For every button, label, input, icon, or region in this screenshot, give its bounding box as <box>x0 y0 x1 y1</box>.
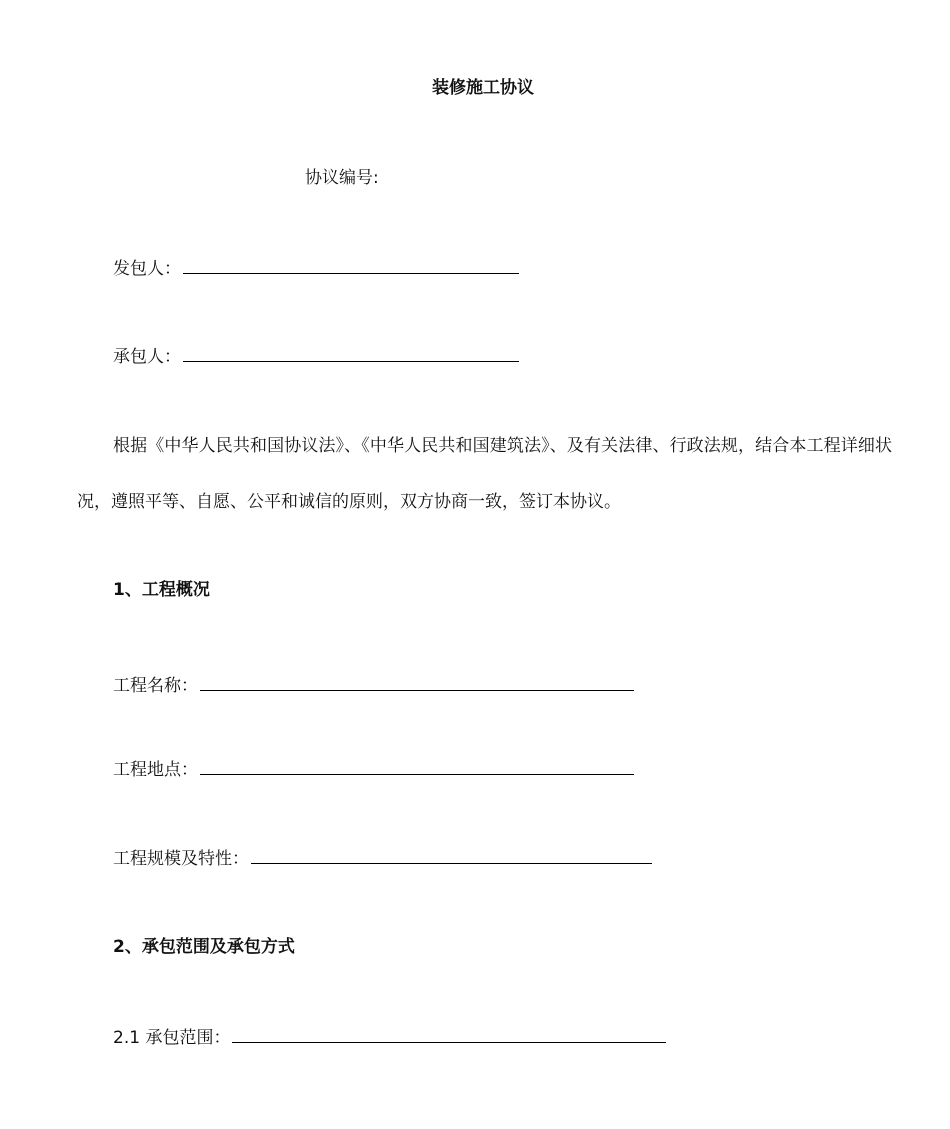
project-name-label: 工程名称： <box>113 676 198 696</box>
agreement-number-label: 协议编号: <box>305 168 379 188</box>
project-scale-blank-line <box>251 845 652 864</box>
document-title: 装修施工协议 <box>432 78 534 98</box>
project-location-field <box>113 756 634 782</box>
employer-field <box>113 255 519 281</box>
contractor-blank-line <box>183 343 519 362</box>
scope-label: 2.1 承包范围： <box>113 1028 231 1048</box>
project-name-field <box>113 672 634 698</box>
section-1-heading: 1、工程概况 <box>113 580 210 600</box>
contractor-label: 承包人： <box>113 347 181 367</box>
project-location-label: 工程地点： <box>113 760 198 780</box>
project-location-blank-line <box>200 756 634 775</box>
scope-field <box>113 1024 666 1050</box>
employer-blank-line <box>183 255 519 274</box>
employer-label: 发包人： <box>113 259 181 279</box>
project-scale-field <box>113 845 652 871</box>
intro-paragraph: 根据《中华人民共和国协议法》、《中华人民共和国建筑法》、及有关法律、行政法规，结合本工程详细状况，遵照平等、自愿、公平和诚信的原则，双方协商一致，签订本协议。 <box>77 436 892 512</box>
section-2-heading: 2、承包范围及承包方式 <box>113 937 295 957</box>
scope-blank-line <box>232 1024 666 1043</box>
project-name-blank-line <box>200 672 634 691</box>
project-scale-label: 工程规模及特性： <box>113 849 249 869</box>
contractor-field <box>113 343 519 369</box>
